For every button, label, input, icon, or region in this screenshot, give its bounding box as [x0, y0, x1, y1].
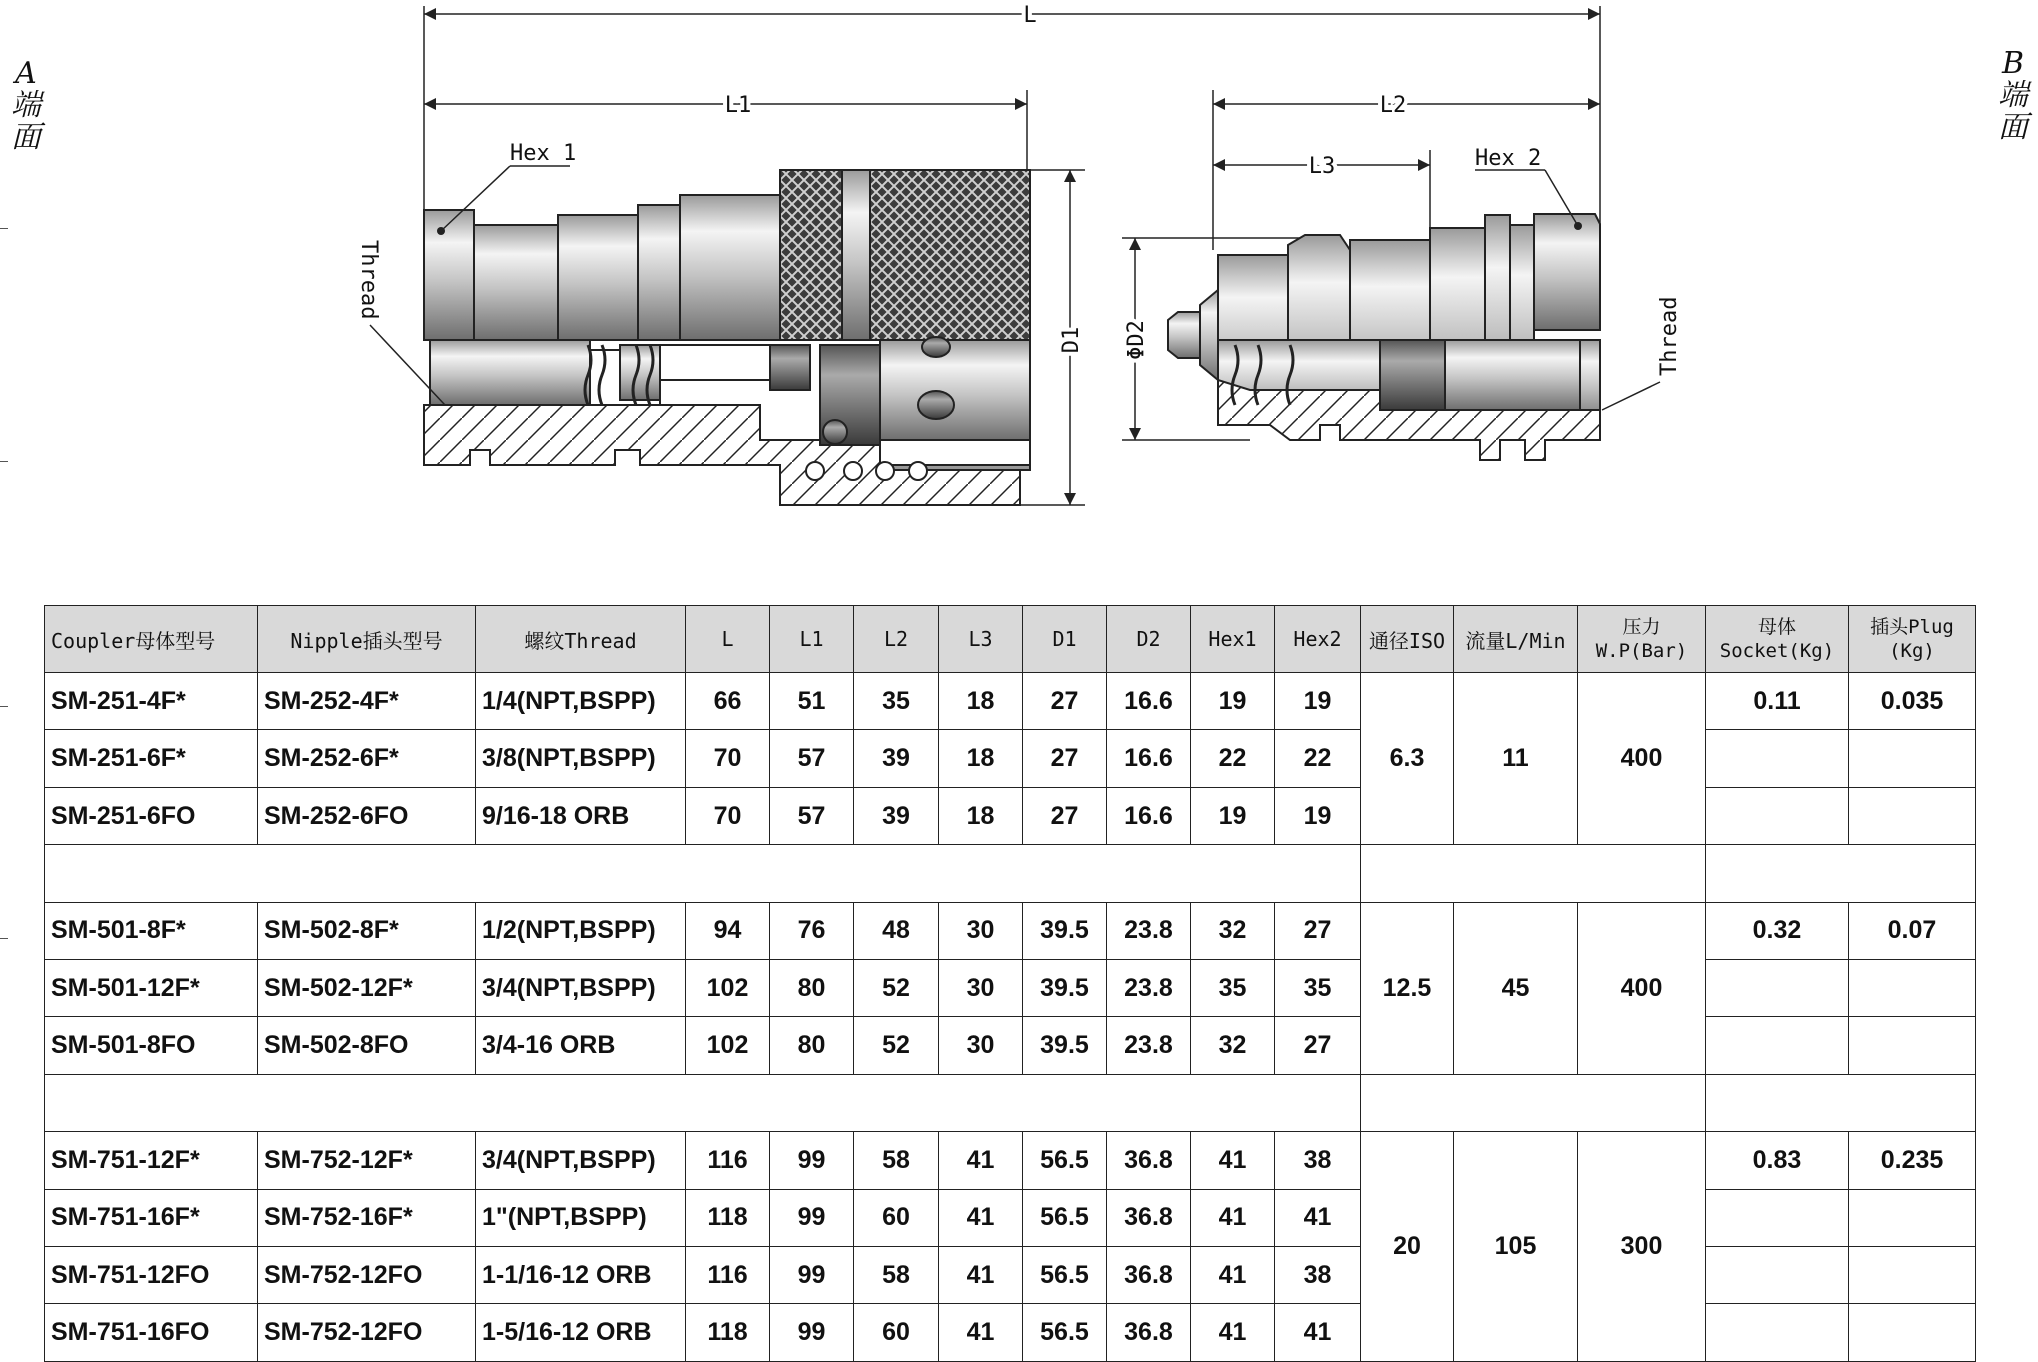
spacer-cell [1361, 1074, 1706, 1131]
cell-hex1: 22 [1191, 730, 1275, 787]
cell-thread: 1-1/16-12 ORB [476, 1247, 686, 1304]
cell-l: 102 [686, 1017, 770, 1074]
hex2-label: Hex 2 [1475, 146, 1542, 171]
cell-pressure: 400 [1578, 673, 1706, 845]
header-L1: L1 [770, 606, 854, 673]
cell-l1: 99 [770, 1189, 854, 1246]
cell-hex1: 41 [1191, 1304, 1275, 1362]
dim-L2-label: L2 [1379, 93, 1407, 118]
cell-d2: 16.6 [1107, 730, 1191, 787]
cell-socket-weight [1706, 1017, 1849, 1074]
cell-nipple: SM-752-12FO [258, 1247, 476, 1304]
cell-d2: 16.6 [1107, 787, 1191, 844]
cell-hex2: 38 [1275, 1132, 1361, 1189]
cell-d2: 23.8 [1107, 1017, 1191, 1074]
cell-l3: 18 [939, 673, 1023, 730]
cell-coupler: SM-501-8F* [45, 902, 258, 959]
hex1-label: Hex 1 [510, 141, 577, 166]
cell-thread: 3/8(NPT,BSPP) [476, 730, 686, 787]
cell-l3: 18 [939, 787, 1023, 844]
cell-thread: 9/16-18 ORB [476, 787, 686, 844]
cell-plug-weight [1849, 787, 1976, 844]
cell-hex2: 27 [1275, 902, 1361, 959]
header-flow: 流量L/Min [1454, 606, 1578, 673]
b-end-letter: B [2001, 46, 2025, 81]
cell-coupler: SM-251-6FO [45, 787, 258, 844]
cell-plug-weight: 0.235 [1849, 1132, 1976, 1189]
cell-socket-weight [1706, 960, 1849, 1017]
header-thread: 螺纹Thread [476, 606, 686, 673]
cell-coupler: SM-751-16F* [45, 1189, 258, 1246]
cell-l: 118 [686, 1304, 770, 1362]
cell-d1: 39.5 [1023, 1017, 1107, 1074]
cell-d1: 56.5 [1023, 1247, 1107, 1304]
cell-plug-weight [1849, 1017, 1976, 1074]
cell-l1: 99 [770, 1304, 854, 1362]
cell-socket-weight: 0.32 [1706, 902, 1849, 959]
cell-l3: 41 [939, 1132, 1023, 1189]
dim-L3-label: L3 [1308, 154, 1336, 179]
header-L: L [686, 606, 770, 673]
spacer-row [45, 1074, 1976, 1131]
cell-hex1: 32 [1191, 1017, 1275, 1074]
b-end-char-1: 端 [1998, 78, 2028, 113]
cell-hex2: 38 [1275, 1247, 1361, 1304]
cell-l2: 60 [854, 1304, 939, 1362]
cell-hex2: 19 [1275, 787, 1361, 844]
cell-d2: 36.8 [1107, 1247, 1191, 1304]
cell-flow: 11 [1454, 673, 1578, 845]
cell-nipple: SM-252-4F* [258, 673, 476, 730]
dim-D2-label: ΦD2 [1124, 320, 1149, 360]
cell-l: 94 [686, 902, 770, 959]
cell-flow: 105 [1454, 1132, 1578, 1362]
cell-plug-weight: 0.035 [1849, 673, 1976, 730]
cell-plug-weight [1849, 1247, 1976, 1304]
cell-coupler: SM-251-4F* [45, 673, 258, 730]
cell-socket-weight [1706, 1304, 1849, 1362]
table-body [45, 673, 1976, 1362]
cell-pressure: 400 [1578, 902, 1706, 1074]
spacer-cell [1706, 1074, 1976, 1131]
cell-l1: 80 [770, 1017, 854, 1074]
cell-l1: 57 [770, 787, 854, 844]
header-socket-weight [1706, 606, 1849, 673]
cell-l: 118 [686, 1189, 770, 1246]
cell-thread: 3/4-16 ORB [476, 1017, 686, 1074]
header-socket-cn: 母体 [1757, 616, 1796, 638]
header-L3: L3 [939, 606, 1023, 673]
cell-l1: 99 [770, 1132, 854, 1189]
cell-hex1: 35 [1191, 960, 1275, 1017]
coupling-technical-drawing [0, 0, 2038, 590]
cell-hex2: 19 [1275, 673, 1361, 730]
table-row [45, 1132, 1976, 1189]
cell-l3: 41 [939, 1189, 1023, 1246]
b-end-char-2: 面 [1998, 110, 2028, 145]
cell-d1: 27 [1023, 787, 1107, 844]
margin-tick [0, 938, 8, 939]
cell-socket-weight: 0.11 [1706, 673, 1849, 730]
cell-l2: 48 [854, 902, 939, 959]
cell-plug-weight [1849, 1304, 1976, 1362]
cell-d2: 16.6 [1107, 673, 1191, 730]
cell-l: 70 [686, 730, 770, 787]
cell-l2: 39 [854, 787, 939, 844]
cell-plug-weight: 0.07 [1849, 902, 1976, 959]
cell-nipple: SM-252-6FO [258, 787, 476, 844]
cell-l1: 57 [770, 730, 854, 787]
header-D1: D1 [1023, 606, 1107, 673]
cell-nipple: SM-502-8F* [258, 902, 476, 959]
cell-coupler: SM-501-8FO [45, 1017, 258, 1074]
cell-socket-weight [1706, 730, 1849, 787]
cell-l: 116 [686, 1132, 770, 1189]
cell-hex2: 27 [1275, 1017, 1361, 1074]
cell-d2: 36.8 [1107, 1304, 1191, 1362]
header-hex1: Hex1 [1191, 606, 1275, 673]
cell-nipple: SM-752-16F* [258, 1189, 476, 1246]
a-end-char-1: 端 [11, 88, 41, 123]
cell-socket-weight [1706, 787, 1849, 844]
header-pressure-en: W.P(Bar) [1595, 640, 1688, 662]
cell-d1: 39.5 [1023, 960, 1107, 1017]
cell-l2: 58 [854, 1132, 939, 1189]
dim-L1-label: L1 [724, 93, 752, 118]
cell-d1: 56.5 [1023, 1304, 1107, 1362]
cell-l1: 80 [770, 960, 854, 1017]
cell-socket-weight [1706, 1247, 1849, 1304]
cell-d2: 36.8 [1107, 1189, 1191, 1246]
spacer-cell [1706, 845, 1976, 902]
cell-coupler: SM-501-12F* [45, 960, 258, 1017]
cell-iso: 6.3 [1361, 673, 1454, 845]
header-socket-en: Socket(Kg) [1719, 640, 1835, 662]
cell-iso: 20 [1361, 1132, 1454, 1362]
cell-l2: 52 [854, 960, 939, 1017]
cell-hex1: 19 [1191, 673, 1275, 730]
table-row [45, 673, 1976, 730]
spacer-cell [1361, 845, 1706, 902]
cell-l1: 51 [770, 673, 854, 730]
cell-coupler: SM-251-6F* [45, 730, 258, 787]
cell-coupler: SM-751-12FO [45, 1247, 258, 1304]
cell-hex2: 41 [1275, 1304, 1361, 1362]
header-D2: D2 [1107, 606, 1191, 673]
cell-l3: 41 [939, 1304, 1023, 1362]
spec-table [44, 605, 1976, 1362]
margin-tick [0, 706, 8, 707]
cell-d2: 23.8 [1107, 902, 1191, 959]
header-hex2: Hex2 [1275, 606, 1361, 673]
cell-d1: 56.5 [1023, 1189, 1107, 1246]
cell-pressure: 300 [1578, 1132, 1706, 1362]
cell-l3: 30 [939, 960, 1023, 1017]
cell-l2: 60 [854, 1189, 939, 1246]
cell-l: 102 [686, 960, 770, 1017]
cell-l3: 41 [939, 1247, 1023, 1304]
cell-hex2: 35 [1275, 960, 1361, 1017]
cell-l3: 30 [939, 902, 1023, 959]
a-end-letter: A [15, 56, 37, 91]
cell-hex1: 41 [1191, 1189, 1275, 1246]
cell-flow: 45 [1454, 902, 1578, 1074]
thread-a-label: Thread [356, 240, 381, 320]
cell-d2: 23.8 [1107, 960, 1191, 1017]
cell-socket-weight: 0.83 [1706, 1132, 1849, 1189]
header-plug-weight [1849, 606, 1976, 673]
spacer-cell [45, 845, 1361, 902]
table-row [45, 902, 1976, 959]
cell-thread: 3/4(NPT,BSPP) [476, 1132, 686, 1189]
header-L2: L2 [854, 606, 939, 673]
cell-d1: 27 [1023, 673, 1107, 730]
cell-thread: 1-5/16-12 ORB [476, 1304, 686, 1362]
cell-thread: 3/4(NPT,BSPP) [476, 960, 686, 1017]
cell-hex1: 41 [1191, 1132, 1275, 1189]
table-header-row [45, 606, 1976, 673]
cell-l2: 35 [854, 673, 939, 730]
cell-nipple: SM-502-12F* [258, 960, 476, 1017]
cell-plug-weight [1849, 730, 1976, 787]
cell-nipple: SM-502-8FO [258, 1017, 476, 1074]
dim-D1-label: D1 [1059, 326, 1084, 354]
thread-b-label: Thread [1657, 296, 1682, 376]
header-iso: 通径ISO [1361, 606, 1454, 673]
cell-d1: 27 [1023, 730, 1107, 787]
cell-coupler: SM-751-12F* [45, 1132, 258, 1189]
cell-nipple: SM-252-6F* [258, 730, 476, 787]
spacer-cell [45, 1074, 1361, 1131]
cell-l2: 52 [854, 1017, 939, 1074]
a-end-char-2: 面 [11, 120, 41, 155]
cell-l3: 18 [939, 730, 1023, 787]
cell-d1: 39.5 [1023, 902, 1107, 959]
cell-socket-weight [1706, 1189, 1849, 1246]
cell-plug-weight [1849, 1189, 1976, 1246]
cell-l1: 99 [770, 1247, 854, 1304]
cell-hex2: 22 [1275, 730, 1361, 787]
cell-l: 66 [686, 673, 770, 730]
header-coupler: Coupler母体型号 [45, 606, 258, 673]
header-nipple: Nipple插头型号 [258, 606, 476, 673]
cell-hex1: 41 [1191, 1247, 1275, 1304]
cell-thread: 1"(NPT,BSPP) [476, 1189, 686, 1246]
cell-l2: 58 [854, 1247, 939, 1304]
cell-iso: 12.5 [1361, 902, 1454, 1074]
cell-l: 116 [686, 1247, 770, 1304]
header-pressure-cn: 压力 [1622, 616, 1661, 638]
cell-nipple: SM-752-12F* [258, 1132, 476, 1189]
cell-nipple: SM-752-12FO [258, 1304, 476, 1362]
cell-l1: 76 [770, 902, 854, 959]
cell-d2: 36.8 [1107, 1132, 1191, 1189]
cell-l: 70 [686, 787, 770, 844]
header-plug-line2: (Kg) [1889, 640, 1935, 662]
cell-thread: 1/4(NPT,BSPP) [476, 673, 686, 730]
cell-plug-weight [1849, 960, 1976, 1017]
header-pressure [1578, 606, 1706, 673]
header-plug-line1: 插头Plug [1870, 616, 1954, 638]
dim-L-label: L [1023, 3, 1037, 28]
cell-l3: 30 [939, 1017, 1023, 1074]
cell-l2: 39 [854, 730, 939, 787]
cell-hex2: 41 [1275, 1189, 1361, 1246]
cell-d1: 56.5 [1023, 1132, 1107, 1189]
cell-hex1: 32 [1191, 902, 1275, 959]
spacer-row [45, 845, 1976, 902]
cell-hex1: 19 [1191, 787, 1275, 844]
cell-coupler: SM-751-16FO [45, 1304, 258, 1362]
cell-thread: 1/2(NPT,BSPP) [476, 902, 686, 959]
